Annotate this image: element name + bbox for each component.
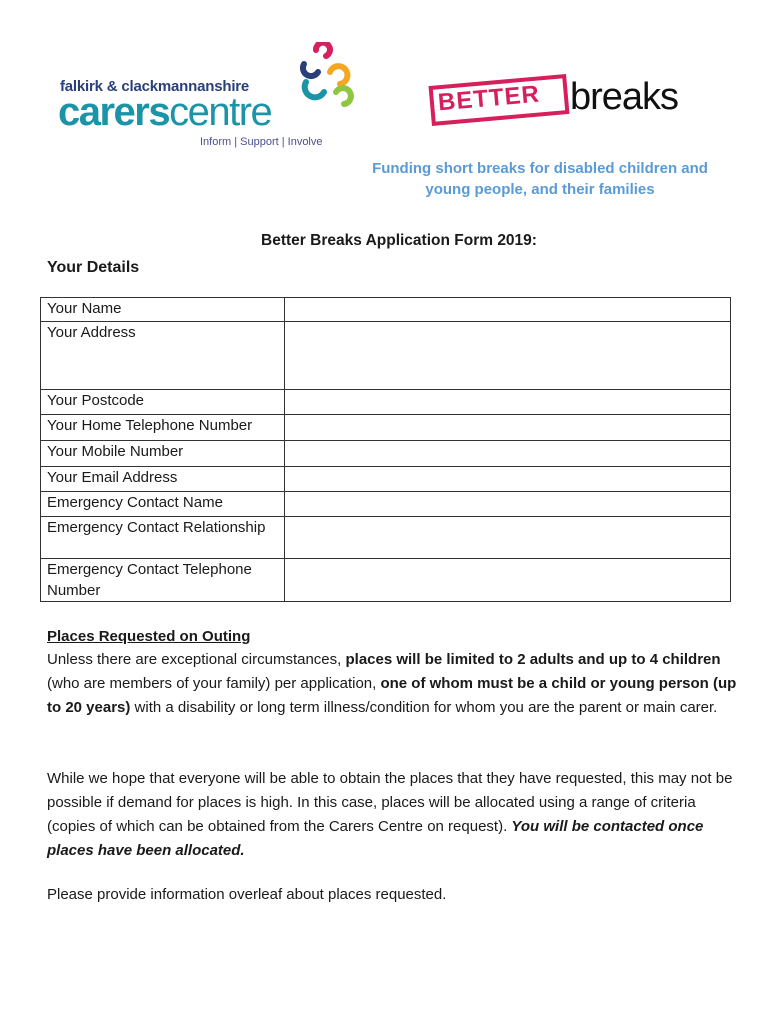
p2-text-a: While we hope that everyone will be able to obtain the places that they have requested, this may not be possible if demand for places is high. In this case, places will be allocated using a range of criteria (copies of which can be obtained from the Carers Centre on request). — [47, 770, 733, 835]
table-row — [41, 441, 731, 467]
carers-centre-logo — [58, 42, 358, 154]
p2-bold-italic-b: You will be contacted once places have been allocated. — [47, 818, 704, 859]
form-title: Better Breaks Application Form 2019: — [261, 232, 537, 249]
swirl-logo-icon — [286, 42, 358, 112]
table-row — [41, 467, 731, 492]
table-row — [41, 298, 731, 322]
emergency-relationship-field[interactable] — [285, 517, 731, 559]
tagline-line-2: young people, and their families — [425, 181, 655, 198]
carers-logo-region: falkirk & clackmannanshire — [60, 78, 250, 95]
table-row — [41, 322, 731, 390]
home-telephone-field[interactable] — [285, 415, 731, 441]
places-heading: Places Requested on Outing — [47, 628, 251, 645]
funding-tagline — [350, 158, 730, 200]
p1-text-a: Unless there are exceptional circumstances, — [47, 651, 346, 668]
your-details-heading: Your Details — [47, 259, 140, 276]
email-field[interactable] — [285, 467, 731, 492]
table-row — [41, 390, 731, 415]
row-label: Your Email Address — [41, 467, 285, 492]
emergency-telephone-field[interactable] — [285, 559, 731, 602]
carers-logo-word-b: centre — [169, 90, 272, 134]
p1-text-c: (who are members of your family) per application, — [47, 675, 381, 692]
row-label: Your Address — [41, 322, 285, 390]
row-label: Emergency Contact Relationship — [41, 517, 285, 559]
row-label: Your Mobile Number — [41, 441, 285, 467]
carers-logo-word-a: carers — [58, 90, 170, 134]
row-label: Your Home Telephone Number — [41, 415, 285, 441]
places-paragraph-3: Please provide information overleaf about places requested. — [47, 886, 447, 903]
p1-bold-d: one of whom must be a child or young person (up to 20 years) — [47, 675, 737, 716]
places-paragraph-1 — [47, 648, 747, 720]
p1-bold-b: places will be limited to 2 adults and up to 4 children — [345, 651, 721, 668]
places-paragraph-2 — [47, 767, 747, 863]
row-label: Your Postcode — [41, 390, 285, 415]
table-row — [41, 415, 731, 441]
details-table — [40, 297, 731, 602]
carers-logo-tagline: Inform | Support | Involve — [200, 136, 323, 148]
emergency-name-field[interactable] — [285, 492, 731, 517]
carers-logo-wordmark — [58, 92, 271, 132]
p1-text-e: with a disability or long term illness/condition for whom you are the parent or main carer. — [130, 699, 718, 716]
name-field[interactable] — [285, 298, 731, 322]
row-label: Emergency Contact Name — [41, 492, 285, 517]
better-text: BETTER — [436, 80, 541, 117]
address-field[interactable] — [285, 322, 731, 390]
table-row — [41, 492, 731, 517]
mobile-field[interactable] — [285, 441, 731, 467]
postcode-field[interactable] — [285, 390, 731, 415]
breaks-text: breaks — [570, 76, 679, 118]
better-breaks-logo — [430, 72, 700, 132]
table-row — [41, 559, 731, 602]
row-label: Your Name — [41, 298, 285, 322]
table-row — [41, 517, 731, 559]
row-label: Emergency Contact Telephone Number — [41, 559, 285, 602]
tagline-line-1: Funding short breaks for disabled children and — [372, 160, 708, 177]
